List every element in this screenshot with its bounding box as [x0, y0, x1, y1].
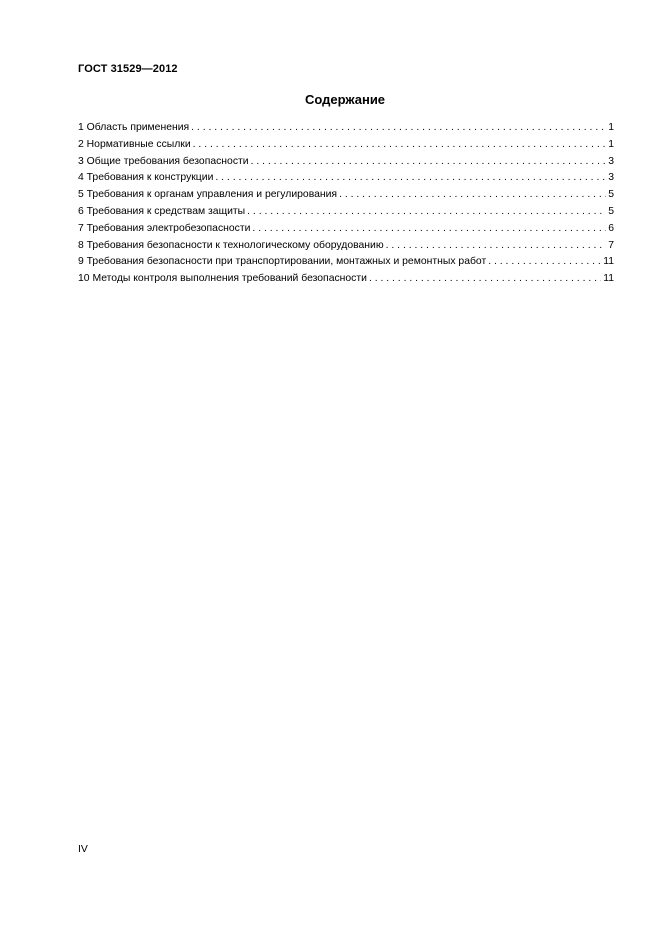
- toc-entry-label: 4 Требования к конструкции: [78, 172, 214, 184]
- page-number: IV: [78, 844, 88, 855]
- toc-entry-page: 6: [608, 222, 614, 234]
- toc-entry-label: 7 Требования электробезопасности: [78, 222, 251, 234]
- toc-title: Содержание: [304, 92, 386, 107]
- standard-code: ГОСТ 31529—2012: [78, 63, 178, 75]
- toc-dot-leader: [193, 137, 606, 154]
- toc-entry[interactable]: [78, 271, 614, 288]
- toc-dot-leader: [251, 154, 606, 171]
- toc-entry-page: 1: [608, 122, 614, 133]
- toc-dot-leader: [247, 204, 606, 221]
- toc-entry[interactable]: [78, 221, 614, 238]
- toc-entry-label: 2 Нормативные ссылки: [78, 138, 191, 150]
- toc-entry-page: 1: [608, 138, 614, 150]
- toc-entry[interactable]: [78, 154, 614, 171]
- toc-entry-page: 11: [603, 273, 614, 285]
- toc-entry-page: 3: [608, 155, 614, 167]
- toc-entry-label: 6 Требования к средствам защиты: [78, 205, 246, 217]
- toc-entry[interactable]: [78, 254, 614, 271]
- toc-entry-page: 11: [603, 256, 614, 268]
- toc-entry[interactable]: [78, 137, 614, 154]
- toc-entry-page: 5: [608, 189, 614, 201]
- toc-dot-leader: [369, 271, 601, 288]
- toc-dot-leader: [215, 170, 606, 187]
- toc-entry-label: 5 Требования к органам управления и регулирования: [78, 189, 338, 201]
- toc-entry-label: 8 Требования безопасности к технологическому оборудованию: [78, 239, 384, 251]
- toc-entry-label: 1 Область применения: [78, 122, 190, 133]
- toc-entry[interactable]: [78, 120, 614, 137]
- toc-entry-page: 7: [608, 239, 614, 251]
- toc-dot-leader: [488, 254, 601, 271]
- toc-entry-label: 3 Общие требования безопасности: [78, 155, 249, 167]
- toc-dot-leader: [339, 187, 606, 204]
- table-of-contents: [78, 120, 614, 288]
- toc-entry[interactable]: [78, 187, 614, 204]
- toc-dot-leader: [252, 221, 606, 238]
- toc-entry-label: 9 Требования безопасности при транспортировании, монтажных и ремонтных работ: [78, 256, 487, 268]
- toc-entry-page: 5: [608, 205, 614, 217]
- toc-entry[interactable]: [78, 170, 614, 187]
- toc-entry[interactable]: [78, 238, 614, 255]
- toc-entry[interactable]: [78, 204, 614, 221]
- toc-dot-leader: [386, 238, 606, 255]
- toc-entry-label: 10 Методы контроля выполнения требований безопасности: [78, 273, 367, 285]
- toc-dot-leader: [191, 120, 606, 137]
- toc-entry-page: 3: [608, 172, 614, 184]
